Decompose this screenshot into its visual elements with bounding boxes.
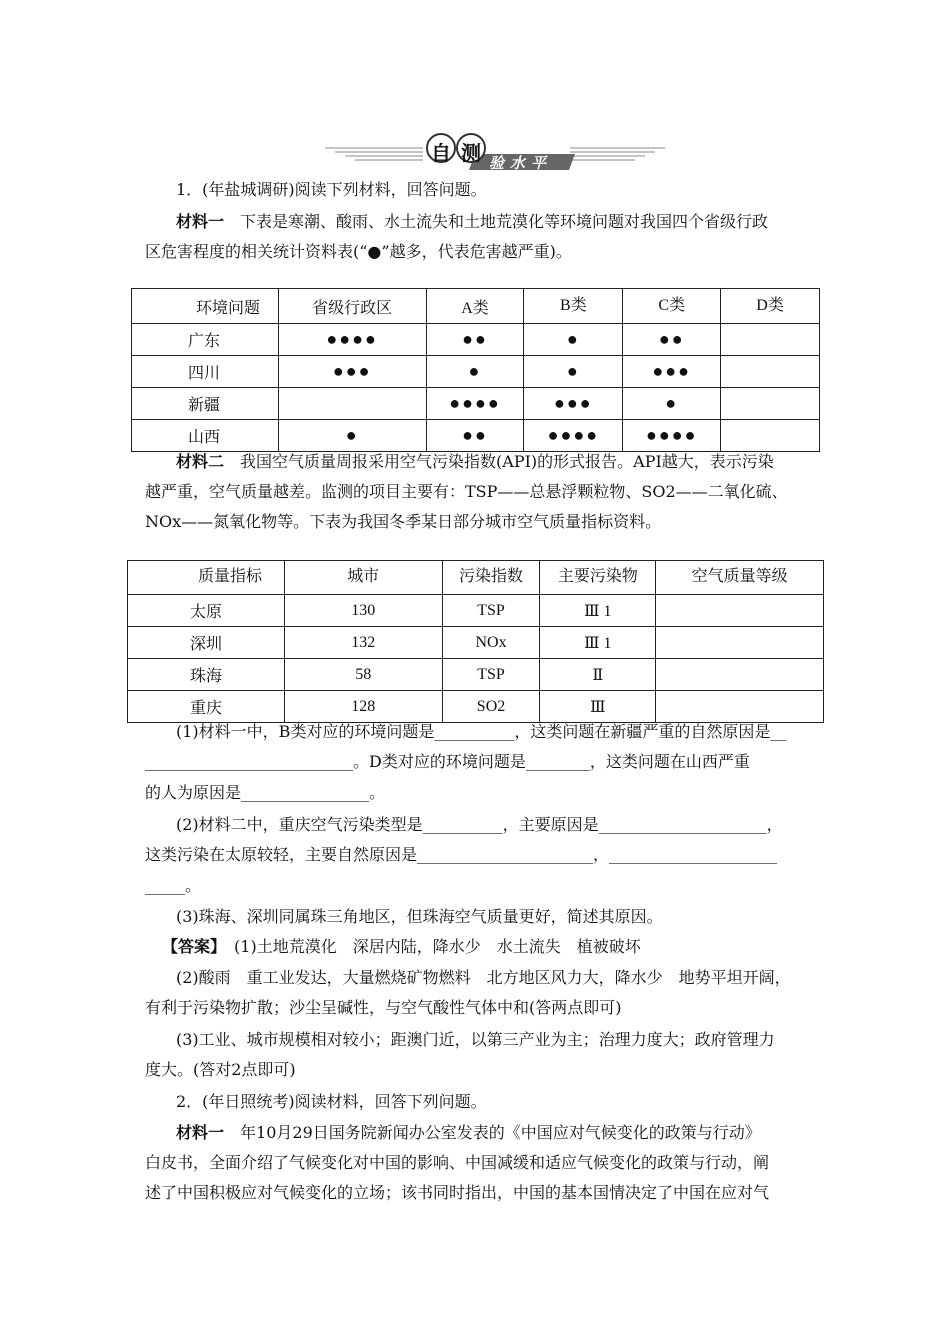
table-header: 省级行政区: [278, 289, 426, 324]
table-header: 环境问题: [132, 289, 279, 324]
q1-material1-line2: 区危害程度的相关统计资料表(“●”越多，代表危害越严重)。: [145, 242, 572, 261]
q1-material2-text: 我国空气质量周报采用空气污染指数(API)的形式报告。API越大，表示污染: [240, 452, 774, 471]
table-cell: ●●●: [524, 388, 623, 420]
answer-text: (1)土地荒漠化 深居内陆，降水少 水土流失 植被破坏: [234, 937, 641, 956]
table-header: C类: [623, 289, 721, 324]
section-banner: [325, 132, 665, 176]
q2-material1-line1: [176, 1123, 761, 1143]
table-cell: [656, 659, 824, 691]
table-cell: 山西: [132, 420, 279, 452]
q1-material2-line1: [176, 452, 774, 472]
banner-subtitle: 验水平: [489, 154, 553, 172]
table-cell: Ⅲ 1: [540, 595, 656, 627]
table-cell: TSP: [442, 659, 540, 691]
table-cell: Ⅱ: [540, 659, 656, 691]
q2-header: 2．(年日照统考)阅读材料，回答下列问题。: [176, 1092, 487, 1111]
table-cell: ●●: [426, 420, 524, 452]
q1-part2-line2: 这类污染在太原较轻，主要自然原因是______________________，_____________________: [145, 845, 778, 864]
q2-material1-line3: 述了中国积极应对气候变化的立场；该书同时指出，中国的基本国情决定了中国在应对气: [145, 1183, 770, 1202]
table-cell: ●●●: [623, 356, 721, 388]
table-cell: [721, 356, 820, 388]
table-cell: TSP: [442, 595, 540, 627]
table-row: [132, 356, 820, 388]
answer-line2: (2)酸雨 重工业发达，大量燃烧矿物燃料 北方地区风力大，降水少 地势平坦开阔，: [176, 968, 791, 987]
table-header: D类: [721, 289, 820, 324]
answer-line1: [162, 937, 641, 957]
q1-material2-label: 材料二: [176, 452, 225, 471]
q1-header: 1．(年盐城调研)阅读下列材料，回答问题。: [176, 180, 487, 199]
table-cell: [656, 627, 824, 659]
table-cell: [656, 691, 824, 723]
air-quality-table: [127, 560, 824, 723]
table-row: [132, 324, 820, 356]
table-cell: [721, 420, 820, 452]
table-cell: ●: [524, 356, 623, 388]
table-header: 空气质量等级: [656, 561, 824, 595]
table-cell: Ⅲ: [540, 691, 656, 723]
table-row: [128, 561, 824, 595]
table-header: B类: [524, 289, 623, 324]
table-cell: [721, 324, 820, 356]
table-cell: [278, 388, 426, 420]
banner-char-2: 测: [461, 141, 481, 165]
table-cell: NOx: [442, 627, 540, 659]
q1-material1-line1: [176, 212, 768, 232]
q1-material2-line2: 越严重，空气质量越差。监测的项目主要有：TSP——总悬浮颗粒物、SO2——二氧化硫、: [145, 482, 788, 501]
table-cell: ●●: [623, 324, 721, 356]
table-cell: ●●●●: [278, 324, 426, 356]
table-cell: SO2: [442, 691, 540, 723]
table-cell: 新疆: [132, 388, 279, 420]
q1-part2-line1: (2)材料二中，重庆空气污染类型是__________，主要原因是_____________________，: [176, 815, 783, 834]
table-cell: 珠海: [128, 659, 285, 691]
table-cell: 重庆: [128, 691, 285, 723]
table-cell: ●●●●: [426, 388, 524, 420]
table-cell: 太原: [128, 595, 285, 627]
table-cell: [721, 388, 820, 420]
table-cell: ●: [524, 324, 623, 356]
table-cell: 四川: [132, 356, 279, 388]
answer-label: 【答案】: [162, 937, 219, 956]
table-cell: ●●●●: [524, 420, 623, 452]
table-cell: 深圳: [128, 627, 285, 659]
table-cell: ●: [278, 420, 426, 452]
table-header: A类: [426, 289, 524, 324]
table-cell: 128: [284, 691, 442, 723]
table-row: [128, 659, 824, 691]
table-cell: ●●●●: [623, 420, 721, 452]
q1-part1-line3: 的人为原因是________________。: [145, 783, 386, 802]
q1-material1-text: 下表是寒潮、酸雨、水土流失和土地荒漠化等环境问题对我国四个省级行政: [240, 212, 769, 231]
q1-part1-line2: __________________________。D类对应的环境问题是________，这类问题在山西严重: [145, 752, 750, 771]
q2-material1-line2: 白皮书，全面介绍了气候变化对中国的影响、中国减缓和适应气候变化的政策与行动，阐: [145, 1153, 770, 1172]
table-header: 主要污染物: [540, 561, 656, 595]
table-row: [132, 289, 820, 324]
q1-part2-line3: _____。: [145, 876, 202, 895]
table-row: [128, 691, 824, 723]
answer-line4: (3)工业、城市规模相对较小；距澳门近，以第三产业为主；治理力度大；政府管理力: [176, 1030, 775, 1049]
q2-material1-text: 年10月29日国务院新闻办公室发表的《中国应对气候变化的政策与行动》: [240, 1123, 761, 1142]
table-row: [128, 595, 824, 627]
q1-material2-line3: NOx——氮氧化物等。下表为我国冬季某日部分城市空气质量指标资料。: [145, 512, 662, 531]
hazard-table: [131, 288, 820, 452]
table-cell: ●●●: [278, 356, 426, 388]
answer-line3: 有利于污染物扩散；沙尘呈碱性，与空气酸性气体中和(答两点即可): [145, 998, 622, 1017]
q1-material1-label: 材料一: [176, 212, 225, 231]
table-row: [132, 420, 820, 452]
q1-part3-line1: (3)珠海、深圳同属珠三角地区，但珠海空气质量更好，简述其原因。: [176, 907, 663, 926]
table-cell: 广东: [132, 324, 279, 356]
table-row: [128, 627, 824, 659]
table-cell: 58: [284, 659, 442, 691]
banner-char-1: 自: [431, 141, 451, 165]
table-header: 质量指标: [128, 561, 285, 595]
q2-material1-label: 材料一: [176, 1123, 225, 1142]
table-cell: Ⅲ 1: [540, 627, 656, 659]
table-cell: [656, 595, 824, 627]
q1-part1-line1: (1)材料一中，B类对应的环境问题是__________，这类问题在新疆严重的自然原因是__: [176, 722, 787, 741]
table-header: 污染指数: [442, 561, 540, 595]
table-cell: 130: [284, 595, 442, 627]
table-cell: ●: [426, 356, 524, 388]
table-cell: ●●: [426, 324, 524, 356]
table-header: 城市: [284, 561, 442, 595]
table-cell: ●: [623, 388, 721, 420]
table-row: [132, 388, 820, 420]
table-cell: 132: [284, 627, 442, 659]
answer-line5: 度大。(答对2点即可): [145, 1060, 296, 1079]
